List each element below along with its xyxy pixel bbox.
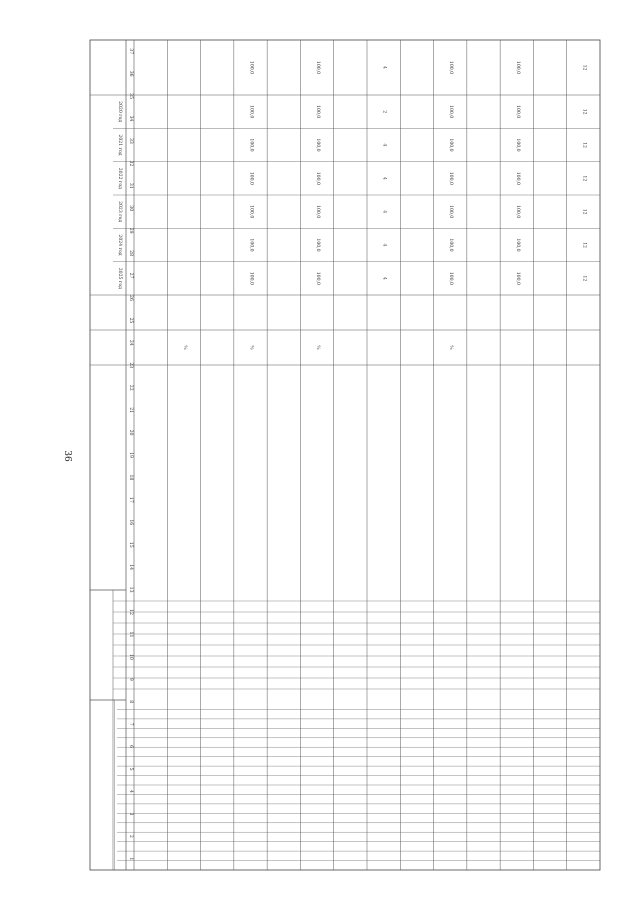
column-index: 11 bbox=[128, 631, 133, 638]
row-value: 2 bbox=[381, 110, 387, 114]
row-value: 100,0 bbox=[315, 105, 321, 119]
row-value: 4 bbox=[381, 176, 387, 180]
column-index: 18 bbox=[128, 474, 133, 481]
row-value: 100,0 bbox=[514, 171, 520, 185]
column-index: 1 bbox=[128, 857, 133, 861]
column-index: 29 bbox=[128, 227, 133, 234]
column-index: 7 bbox=[128, 722, 133, 726]
column-index: 3 bbox=[128, 812, 133, 816]
table-frame bbox=[90, 40, 600, 870]
row-value: 100,0 bbox=[248, 171, 254, 185]
row-value: 100,0 bbox=[315, 138, 321, 152]
column-index: 12 bbox=[128, 609, 133, 615]
row-value: 12 bbox=[581, 275, 587, 282]
row-value: 4 bbox=[381, 243, 387, 247]
year-header-cell: 2023 год bbox=[117, 201, 122, 223]
column-index: 14 bbox=[128, 564, 133, 571]
row-value: 12 bbox=[581, 242, 587, 248]
year-header-cell: 2024 год bbox=[117, 234, 122, 256]
row-value: 4 bbox=[381, 210, 387, 214]
column-index: 22 bbox=[128, 384, 133, 391]
row-value: 100,0 bbox=[514, 238, 520, 252]
column-index: 16 bbox=[128, 519, 133, 526]
row-value: 4 bbox=[381, 143, 387, 147]
column-index: 13 bbox=[128, 586, 133, 593]
row-value: 100,0 bbox=[514, 138, 520, 152]
column-index: 15 bbox=[128, 541, 133, 548]
year-header-cell: 2025 год bbox=[117, 267, 122, 289]
table-texts bbox=[117, 48, 587, 860]
column-index: 27 bbox=[128, 272, 133, 279]
column-index: 26 bbox=[128, 295, 133, 301]
row-value: 100,0 bbox=[448, 205, 454, 219]
row-value: 12 bbox=[581, 175, 587, 182]
column-index: 21 bbox=[128, 407, 133, 414]
column-index: 36 bbox=[128, 70, 133, 77]
row-value: 100,0 bbox=[248, 205, 254, 219]
column-index: 8 bbox=[128, 700, 133, 704]
row-value: 100,0 bbox=[315, 271, 321, 285]
row-target: 100,0 bbox=[315, 60, 321, 75]
column-index: 34 bbox=[128, 115, 133, 122]
row-value: 100,0 bbox=[448, 271, 454, 285]
column-index: 4 bbox=[128, 790, 133, 793]
column-index: 24 bbox=[128, 339, 133, 346]
column-index: 30 bbox=[128, 205, 133, 212]
column-index: 31 bbox=[128, 182, 133, 189]
row-value: 100,0 bbox=[248, 138, 254, 152]
column-index: 2 bbox=[128, 834, 133, 838]
row-unit: % bbox=[315, 345, 321, 350]
year-header-cell: 2021 год bbox=[117, 134, 122, 156]
year-header-cell: 2022 год bbox=[117, 167, 122, 189]
row-value: 12 bbox=[581, 208, 587, 215]
page-number: 36 bbox=[62, 450, 72, 462]
row-value: 100,0 bbox=[448, 138, 454, 152]
table-grid bbox=[90, 40, 600, 870]
row-value: 100,0 bbox=[315, 205, 321, 219]
row-value: 100,0 bbox=[448, 238, 454, 252]
row-value: 100,0 bbox=[448, 171, 454, 185]
row-target: 100,0 bbox=[248, 60, 254, 75]
row-value: 12 bbox=[581, 108, 587, 115]
row-unit: % bbox=[181, 345, 187, 350]
row-value: 100,0 bbox=[514, 105, 520, 119]
year-header-cell: 2020 год bbox=[117, 101, 122, 123]
row-unit: % bbox=[448, 345, 454, 350]
column-index: 5 bbox=[128, 767, 133, 771]
column-index: 20 bbox=[128, 429, 133, 436]
row-value: 100,0 bbox=[315, 171, 321, 185]
row-target: 12 bbox=[581, 64, 587, 71]
row-value: 100,0 bbox=[514, 271, 520, 285]
row-value: 100,0 bbox=[315, 238, 321, 252]
column-index: 23 bbox=[128, 362, 133, 369]
row-value: 100,0 bbox=[248, 105, 254, 119]
column-index: 37 bbox=[128, 48, 133, 55]
column-index: 25 bbox=[128, 317, 133, 324]
row-unit: % bbox=[248, 345, 254, 350]
row-value: 12 bbox=[581, 142, 587, 148]
column-index: 19 bbox=[128, 452, 133, 458]
row-target: 4 bbox=[381, 66, 387, 69]
column-index: 9 bbox=[128, 677, 133, 681]
row-value: 100,0 bbox=[248, 238, 254, 252]
row-value: 4 bbox=[381, 276, 387, 280]
row-value: 100,0 bbox=[248, 271, 254, 285]
row-target: 100,0 bbox=[514, 60, 520, 75]
row-value: 100,0 bbox=[448, 105, 454, 119]
column-index: 28 bbox=[128, 250, 133, 257]
column-index: 33 bbox=[128, 138, 133, 144]
column-index: 35 bbox=[128, 93, 133, 100]
column-index: 6 bbox=[128, 745, 133, 749]
column-index: 10 bbox=[128, 653, 133, 660]
column-index: 32 bbox=[128, 160, 133, 167]
column-index: 17 bbox=[128, 496, 133, 503]
row-value: 100,0 bbox=[514, 205, 520, 219]
row-target: 100,0 bbox=[448, 60, 454, 75]
